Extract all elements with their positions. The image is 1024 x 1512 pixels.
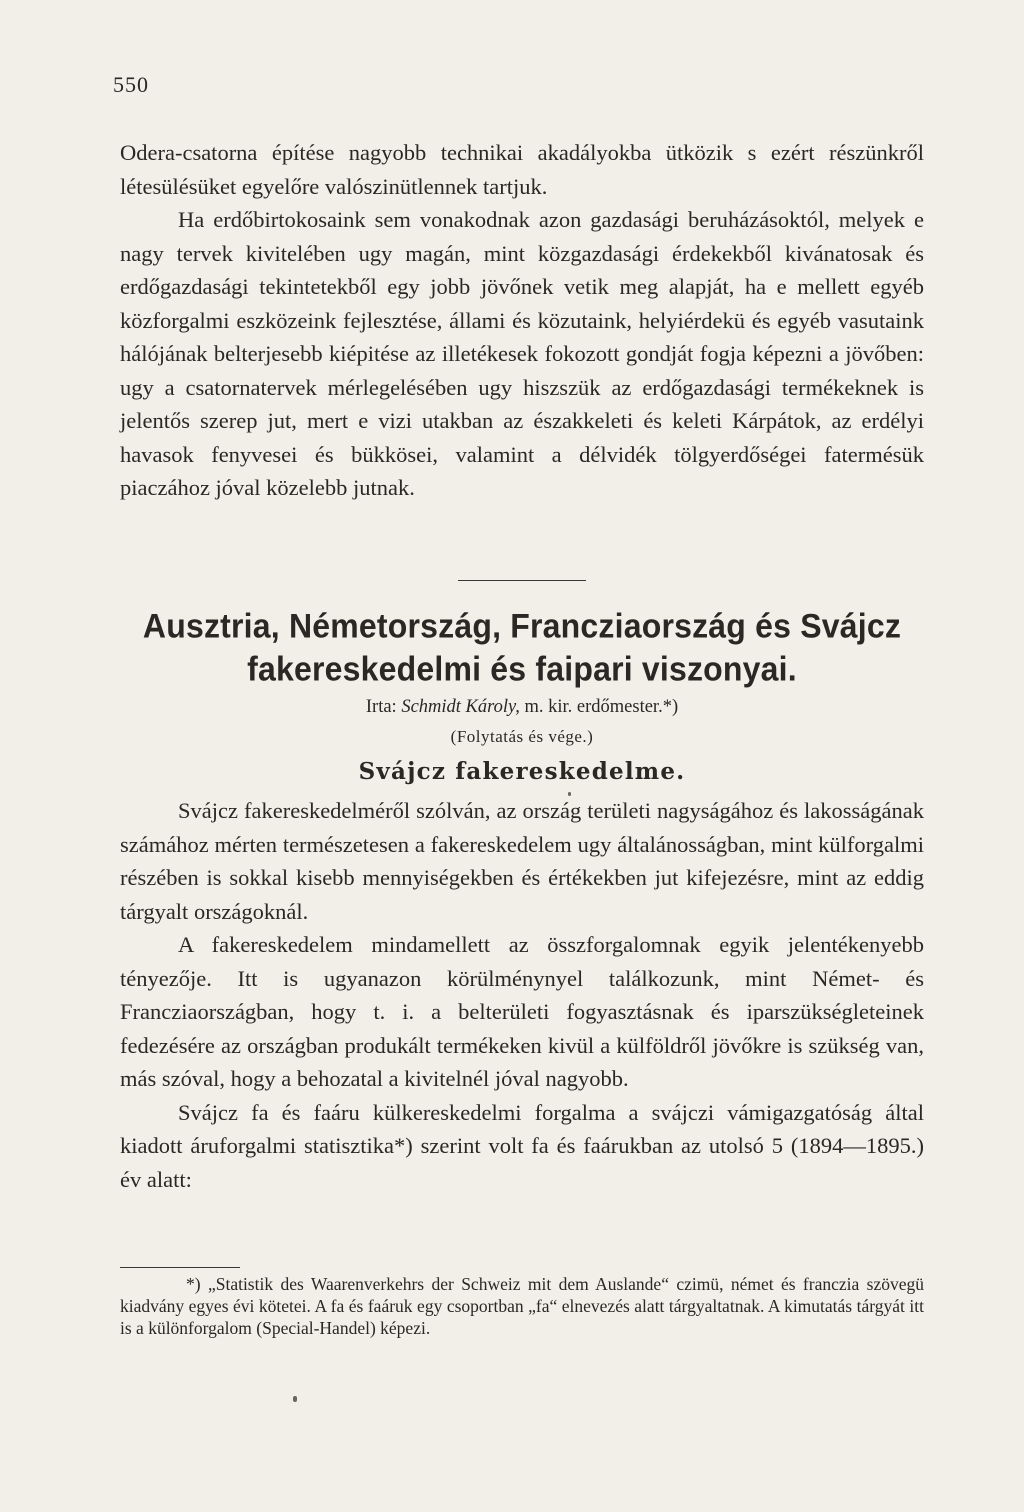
body-paragraph-1: Svájcz fakereskedelméről szólván, az ország területi nagyságához és lakosságának számához mérten természetesen a fakereskedelem ugy általánosságban, mint külforgalmi részében is sokkal kisebb mennyiségekben és értékekben jut kifejezésre, mint az eddig tárgyalt országoknál. <box>120 798 924 924</box>
print-speck <box>568 792 571 796</box>
print-speck <box>293 1396 297 1402</box>
body-paragraph-2: A fakereskedelem mindamellett az összforgalomnak egyik jelentékenyebb tényezője. Itt is ugyanazon körülménynyel találkozunk, mint Német- és Francziaországban, hogy t. i. a belterületi fogyasztásnak és iparszükségleteinek fedezésére az országban produkált termékeken kivül a külföldről jövőkre is szükség van, más szóval, hogy a behozatal a kivitelnél jóval nagyobb. <box>120 932 924 1091</box>
page-number: 550 <box>113 72 149 97</box>
footnote-text: *) „Statistik des Waarenverkehrs der Schweiz mit dem Auslande“ czimü, német és franczia szövegü kiadvány egyes évi kötetei. A fa és faáruk egy csoportban „fa“ elnevezés alatt tárgyaltatnak. A kimutatás tárgyát itt is a különforgalom (Special-Handel) képezi. <box>120 1274 924 1338</box>
byline <box>120 694 924 720</box>
body-text <box>120 794 924 1196</box>
article-title <box>120 604 924 690</box>
byline-author: Schmidt Károly, <box>401 697 520 717</box>
footnote <box>120 1273 924 1339</box>
footnote-rule <box>120 1267 240 1268</box>
intro-paragraph-2: Ha erdőbirtokosaink sem vonakodnak azon gazdasági beruházásoktól, melyek e nagy tervek kivitelében ugy magán, mint közgazdasági érdekekből kivánatosak és erdőgazdasági tekintetekből egy jobb jövőnek vetik meg alapját, ha e mellett egyéb közforgalmi eszközeink fejlesztése, állami és közutaink, helyiérdekü és egyéb vasutaink hálójának belterjesebb kiépitése az illetékesek fokozott gondját fogja képezni a jövőben: ugy a csatornatervek mérlegelésében ugy hiszszük az erdőgazdasági termékeknek is jelentős szerep jut, mert e vizi utakban az északkeleti és keleti Kárpátok, az erdélyi havasok fenyvesei és bükkösei, valamint a délvidék tölgyerdőségei fatermésük piaczához jóval közelebb jutnak. <box>120 207 924 500</box>
byline-suffix: m. kir. erdőmester.*) <box>524 697 679 717</box>
section-divider <box>458 580 586 581</box>
article-title-line-1: Ausztria, Németország, Francziaország és Svájcz <box>142 606 902 646</box>
intro-text <box>120 136 924 505</box>
section-title: Svájcz fakereskedelme. <box>358 758 686 785</box>
article-title-line-2: fakereskedelmi és faipari viszonyai. <box>247 649 797 689</box>
intro-paragraph-1: Odera-csatorna építése nagyobb technikai akadályokba ütközik s ezért részünkről létesülésüket egyelőre valószinütlennek tartjuk. <box>120 140 924 199</box>
byline-prefix: Irta: <box>365 697 397 717</box>
continued-note: (Folytatás és vége.) <box>450 727 594 746</box>
body-paragraph-3: Svájcz fa és faáru külkereskedelmi forgalma a svájczi vámigazgatóság által kiadott áruforgalmi statisztika*) szerint volt fa és faárukban az utolsó 5 (1894—1895.) év alatt: <box>120 1099 924 1192</box>
